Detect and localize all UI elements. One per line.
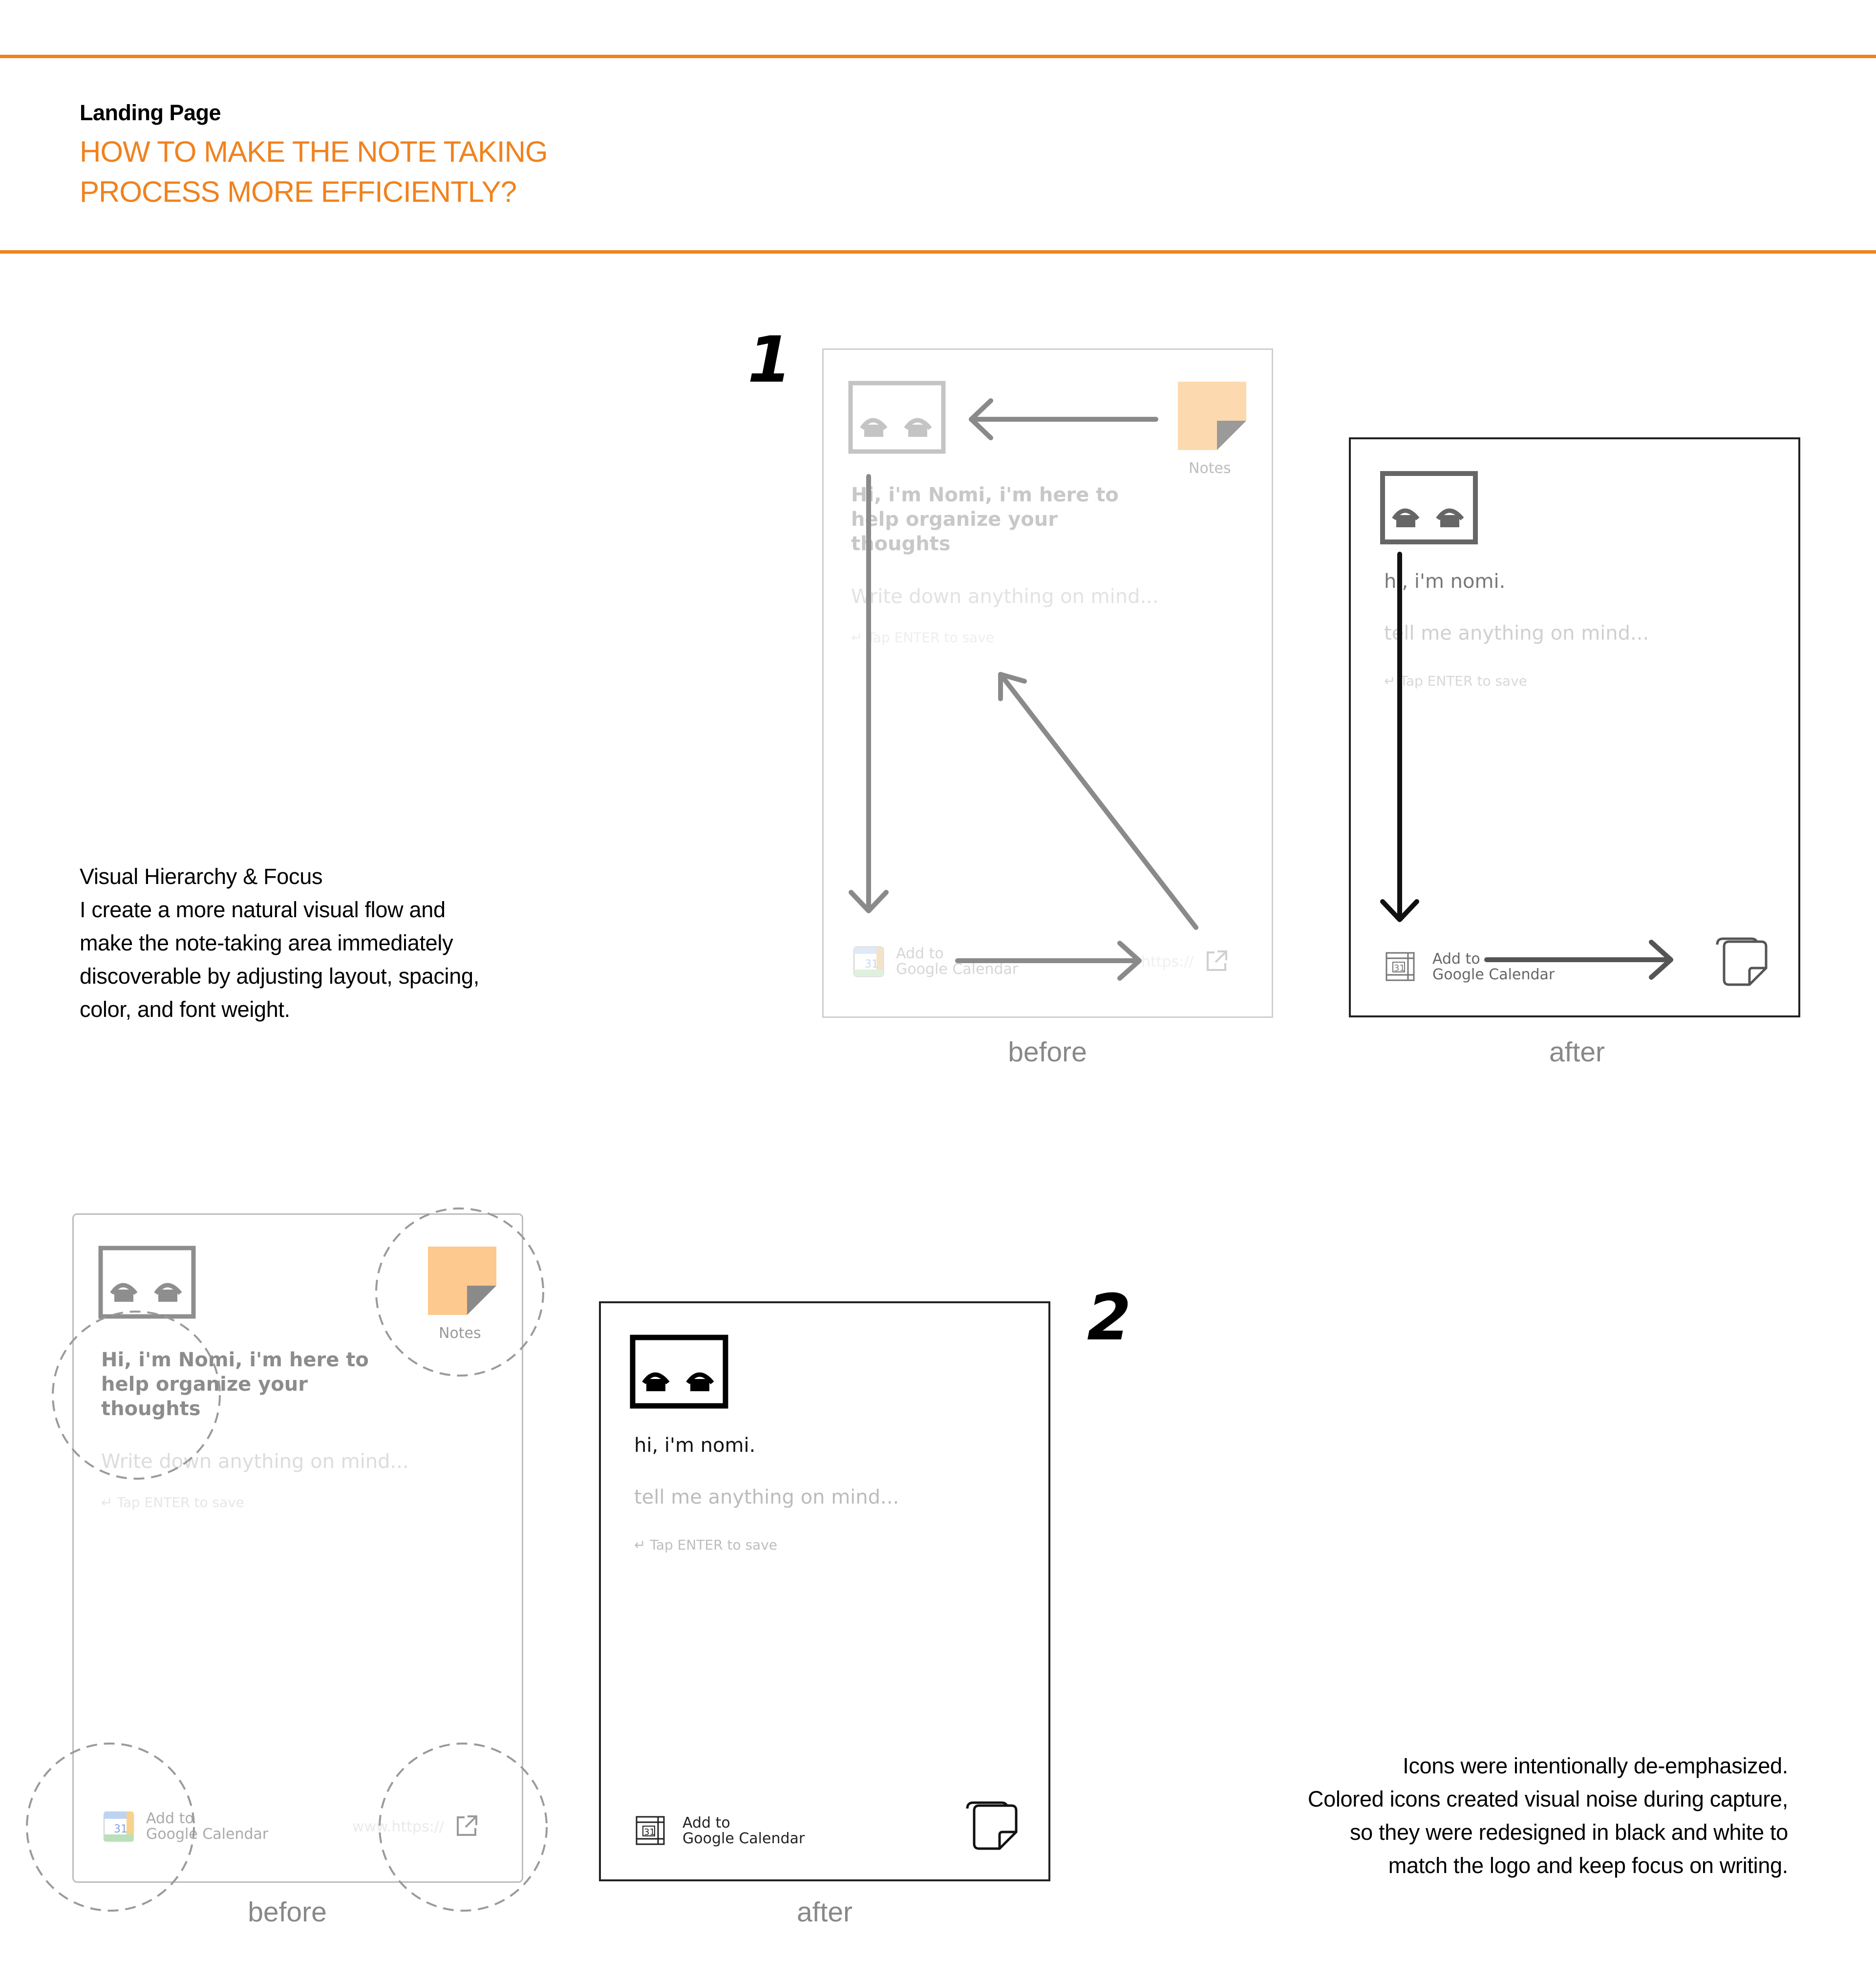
sticky-notes-icon[interactable] <box>963 1798 1022 1854</box>
section2-body-line: so they were redesigned in black and white to <box>1349 1820 1788 1845</box>
enter-icon: ↵ <box>634 1537 650 1553</box>
calendar-label-line: Add to <box>146 1810 194 1827</box>
note-input-placeholder[interactable]: tell me anything on mind... <box>634 1486 899 1508</box>
section1-body-line: I create a more natural visual flow and <box>80 897 446 922</box>
page-title-line-1: HOW TO MAKE THE NOTE TAKING <box>80 135 548 168</box>
calendar-label-line: Add to <box>682 1814 730 1831</box>
caption-before-1: before <box>1008 1036 1087 1068</box>
greeting-text: hi, i'm nomi. <box>1384 570 1506 593</box>
calendar-label[interactable] <box>682 1815 805 1847</box>
caption-after-1: after <box>1549 1036 1605 1068</box>
section1-body-line: make the note-taking area immediately <box>80 930 453 955</box>
highlight-circle-notes <box>376 1208 543 1376</box>
section1-heading: Visual Hierarchy & Focus <box>80 864 323 889</box>
enter-icon: ↵ <box>1384 673 1400 689</box>
page-title-line-2: PROCESS MORE EFFICIENTLY? <box>80 175 517 208</box>
greeting-line: Hi, i'm Nomi, i'm here to <box>101 1349 369 1371</box>
enter-icon: ↵ <box>101 1494 117 1510</box>
greeting-line: thoughts <box>101 1398 201 1420</box>
caption-before-2: before <box>248 1896 327 1928</box>
greeting-text: hi, i'm nomi. <box>634 1434 756 1457</box>
step-number-2: 2 <box>1087 1280 1131 1355</box>
calendar-day: 31 <box>865 958 878 970</box>
greeting-line: help organize your <box>851 508 1058 531</box>
section2-description <box>1153 1749 1788 1882</box>
section1-body-line: discoverable by adjusting layout, spacing, <box>80 964 479 989</box>
section2-body-line: Icons were intentionally de-emphasized. <box>1403 1753 1788 1778</box>
section2-body-line: match the logo and keep focus on writing. <box>1388 1853 1788 1878</box>
page-kicker: Landing Page <box>80 100 221 125</box>
enter-hint-label: Tap ENTER to save <box>650 1537 778 1553</box>
link-text[interactable]: www.https:// <box>352 1818 444 1835</box>
highlight-circle-greeting <box>53 1312 220 1479</box>
calendar-label-line: Google Calendar <box>146 1826 269 1843</box>
greeting-line: thoughts <box>851 533 951 555</box>
enter-icon: ↵ <box>851 629 867 646</box>
step-number-1: 1 <box>747 323 792 397</box>
calendar-label-line: Google Calendar <box>896 961 1019 978</box>
note-input-placeholder[interactable]: tell me anything on mind... <box>1384 622 1649 645</box>
calendar-day: 31 <box>114 1823 128 1835</box>
note-input-placeholder[interactable]: Write down anything on mind... <box>851 585 1159 608</box>
google-calendar-icon[interactable] <box>635 1815 665 1846</box>
notes-label: Notes <box>439 1325 481 1342</box>
enter-hint-label: Tap ENTER to save <box>117 1494 245 1510</box>
caption-after-2: after <box>796 1896 853 1928</box>
greeting-line: Hi, i'm Nomi, i'm here to <box>851 484 1119 506</box>
enter-hint <box>634 1537 777 1553</box>
note-input-placeholder[interactable]: Write down anything on mind... <box>101 1450 409 1473</box>
section1-body-line: color, and font weight. <box>80 997 290 1022</box>
section2-body-line: Colored icons created visual noise during capture, <box>1307 1787 1788 1811</box>
calendar-label-line: Google Calendar <box>1432 966 1555 983</box>
enter-hint-label: Tap ENTER to save <box>867 629 995 646</box>
enter-hint-label: Tap ENTER to save <box>1400 673 1528 689</box>
calendar-label-line: Add to <box>896 945 944 962</box>
highlight-circle-link <box>380 1744 547 1911</box>
notes-label: Notes <box>1189 460 1231 477</box>
greeting-line: help organize your <box>101 1373 308 1396</box>
calendar-day: 31 <box>644 1827 655 1837</box>
calendar-day: 31 <box>1394 963 1405 973</box>
calendar-label-line: Add to <box>1432 950 1480 968</box>
calendar-label-line: Google Calendar <box>682 1830 805 1847</box>
highlight-circle-calendar <box>27 1744 194 1911</box>
after-mockup-2 <box>599 1301 1050 1881</box>
link-text[interactable]: https:// <box>1141 953 1194 970</box>
nomi-logo-icon <box>630 1335 728 1408</box>
